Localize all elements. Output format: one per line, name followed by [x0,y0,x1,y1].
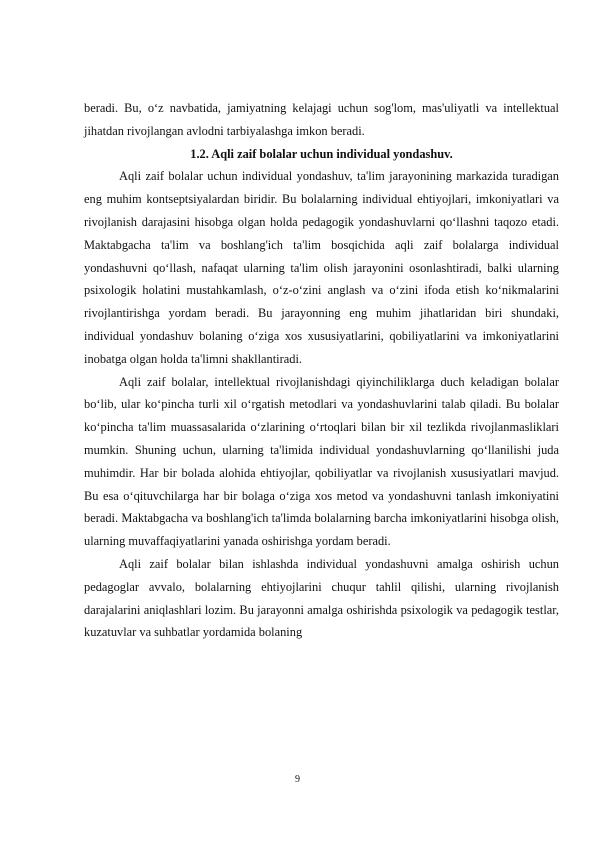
body-paragraph-2: Aqli zaif bolalar, intellektual rivojlanishdagi qiyinchiliklarga duch keladigan bolalar bo‘lib, ular ko‘pincha turli xil o‘rgatish metodlari va yondashuvlarini talab qiladi. Bu bolalar ko‘pincha ta'lim muassasalarida o‘zlarining o‘rtoqlari bilan bir xil tezlikda rivojlanmasliklari mumkin. Shuning uchun, ularning ta'limida individual yondashuvlarning qo‘llanilishi juda muhimdir. Har bir bolada alohida ehtiyojlar, qobiliyatlar va rivojlanish xususiyatlari mavjud. Bu esa o‘qituvchilarga har bir bolaga o‘ziga xos metod va yondashuvni tanlash imkoniyatini beradi. Maktabgacha va boshlang'ich ta'limda bolalarning barcha imkoniyatlarini hisobga olish, ularning muvaffaqiyatlarini yanada oshirishga yordam beradi. [84,374,559,549]
body-paragraph-1: Aqli zaif bolalar uchun individual yondashuv, ta'lim jarayonining markazida turadigan eng muhim kontseptsiyalardan biridir. Bu bolalarning individual ehtiyojlari, imkoniyatlari va rivojlanish darajasini hisobga olgan holda pedagogik yondashuvlarni qo‘llashni taqozo etadi. Maktabgacha ta'lim va boshlang'ich ta'lim bosqichida aqli zaif bolalarga individual yondashuvni qo‘llash, nafaqat ularning ta'lim olish jarayonini osonlashtiradi, balki ularning psixologik holatini mustahkamlash, o‘z-o‘zini anglash va o‘zini ifoda etish ko‘nikmalarini rivojlantirishga yordam beradi. Bu jarayonning eng muhim jihatlaridan biri shundaki, individual yondashuv bolaning o‘ziga xos xususiyatlarini, qobiliyatlarini va imkoniyatlarini inobatga olgan holda ta'limni shakllantiradi. [84,169,559,366]
intro-paragraph: beradi. Bu, o‘z navbatida, jamiyatning kelajagi uchun sog'lom, mas'uliyatli va intellektual jihatdan rivojlangan avlodni tarbiyalashga imkon beradi. [84,101,559,138]
page-number: 9 [295,774,300,785]
section-heading: 1.2. Aqli zaif bolalar uchun individual yondashuv. [190,146,453,161]
page-body [84,97,559,644]
body-paragraph-3: Aqli zaif bolalar bilan ishlashda individual yondashuvni amalga oshirish uchun pedagoglar avvalo, bolalarning ehtiyojlarini chuqur tahlil qilishi, ularning rivojlanish darajalarini aniqlashlari lozim. Bu jarayonni amalga oshirishda psixologik va pedagogik testlar, kuzatuvlar va suhbatlar yordamida bolaning [84,556,559,640]
